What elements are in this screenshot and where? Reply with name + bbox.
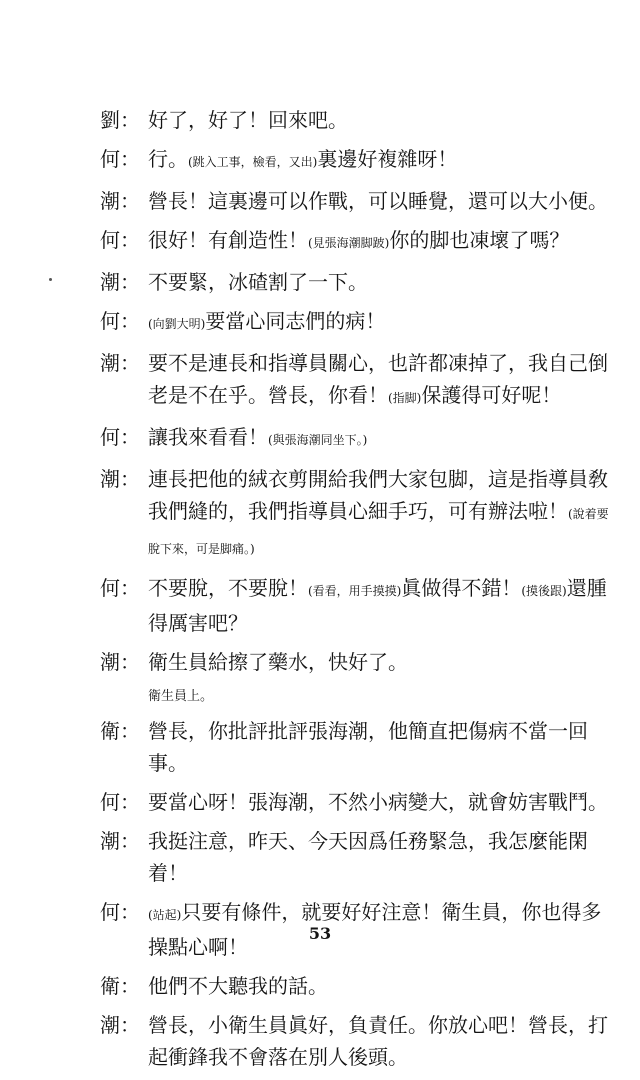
speech: 行。(跳入工事，檢看，又出)裏邊好複雜呀！ [148,147,458,171]
speech: 營長，你批評批評張海潮，他簡直把傷病不當一回事。 [148,719,588,775]
stage-note: (看看，用手摸摸) [308,584,402,598]
speaker: 劉： [100,108,140,132]
dialogue-line [100,305,620,340]
speech: 要不是連長和指導員關心，也許都凍掉了，我自己倒老是不在乎。營長，你看！(指脚)保護得可好呢！ [148,351,608,407]
speaker: 潮： [100,467,140,491]
speaker: 潮： [100,351,140,375]
speaker: 衛： [100,719,140,743]
speck [49,278,52,281]
page-number: 53 [308,924,332,943]
dialogue-line [100,646,620,678]
speaker: 何： [100,576,140,600]
stage-note: (跳入工事，檢看，又出) [188,155,318,169]
dialogue-line [100,825,620,889]
speaker: 衛： [100,974,140,998]
dialogue-line [100,266,620,298]
speaker: 潮： [100,1013,140,1037]
dialogue-line [100,104,620,136]
stage-note: (說着要脫下來，可是脚痛。) [148,507,609,556]
dialogue-line [100,786,620,818]
dialogue-line [100,572,620,639]
dialogue-line [100,970,620,1002]
speech: (向劉大明)要當心同志們的病！ [148,309,386,333]
speech: 我挺注意，昨天、今天因爲任務緊急，我怎麼能閑着！ [148,829,588,885]
dialogue-line [100,224,620,259]
stage-note: (與張海潮同坐下。) [268,433,368,447]
speaker: 潮： [100,270,140,294]
dialogue-line [100,463,620,565]
stage-note: (摸後跟) [521,584,567,598]
speech: 好了，好了！回來吧。 [148,108,348,132]
dialogue-line [100,715,620,779]
speaker: 何： [100,425,140,449]
stage-direction: 衛生員上。 [148,689,214,704]
speech: 要當心呀！張海潮，不然小病變大，就會妨害戰鬥。 [148,790,608,814]
speaker: 何： [100,147,140,171]
dialogue-line [100,185,620,217]
speaker: 潮： [100,189,140,213]
speech: (站起)只要有條件，就要好好注意！衛生員，你也得多操點心啊！ [148,900,602,959]
dialogue-line [100,421,620,456]
speaker: 何： [100,309,140,333]
speech: 營長！這裏邊可以作戰，可以睡覺，還可以大小便。 [148,189,608,213]
stage-note: (向劉大明) [148,317,206,331]
speaker: 何： [100,790,140,814]
dialogue-line [100,347,620,414]
stage-note: (指脚) [388,391,422,405]
speaker: 何： [100,900,140,924]
stage-note: (站起) [148,908,182,922]
speech: 不要緊，冰碴割了一下。 [148,270,368,294]
speaker: 潮： [100,650,140,674]
speaker: 何： [100,228,140,252]
dialogue-line [100,143,620,178]
speech: 不要脫，不要脫！(看看，用手摸摸)眞做得不錯！(摸後跟)還腫得厲害吧？ [148,576,607,635]
speech: 很好！有創造性！(見張海潮脚跛)你的脚也凍壞了嗎？ [148,228,570,252]
speech: 營長，小衛生員眞好，負責任。你放心吧！營長，打起衝鋒我不會落在別人後頭。 [148,1013,608,1069]
stage-note: (見張海潮脚跛) [308,236,390,250]
speech: 連長把他的絨衣剪開給我們大家包脚，這是指導員敎我們縫的，我們指導員心細手巧，可有辦法啦！(說着要脫下來，可是脚痛。) [148,467,609,556]
speech: 讓我來看看！(與張海潮同坐下。) [148,425,368,449]
speech: 衛生員給擦了藥水，快好了。 [148,650,408,674]
speech: 他們不大聽我的話。 [148,974,328,998]
dialogue-line [100,1009,620,1073]
speaker: 潮： [100,829,140,853]
